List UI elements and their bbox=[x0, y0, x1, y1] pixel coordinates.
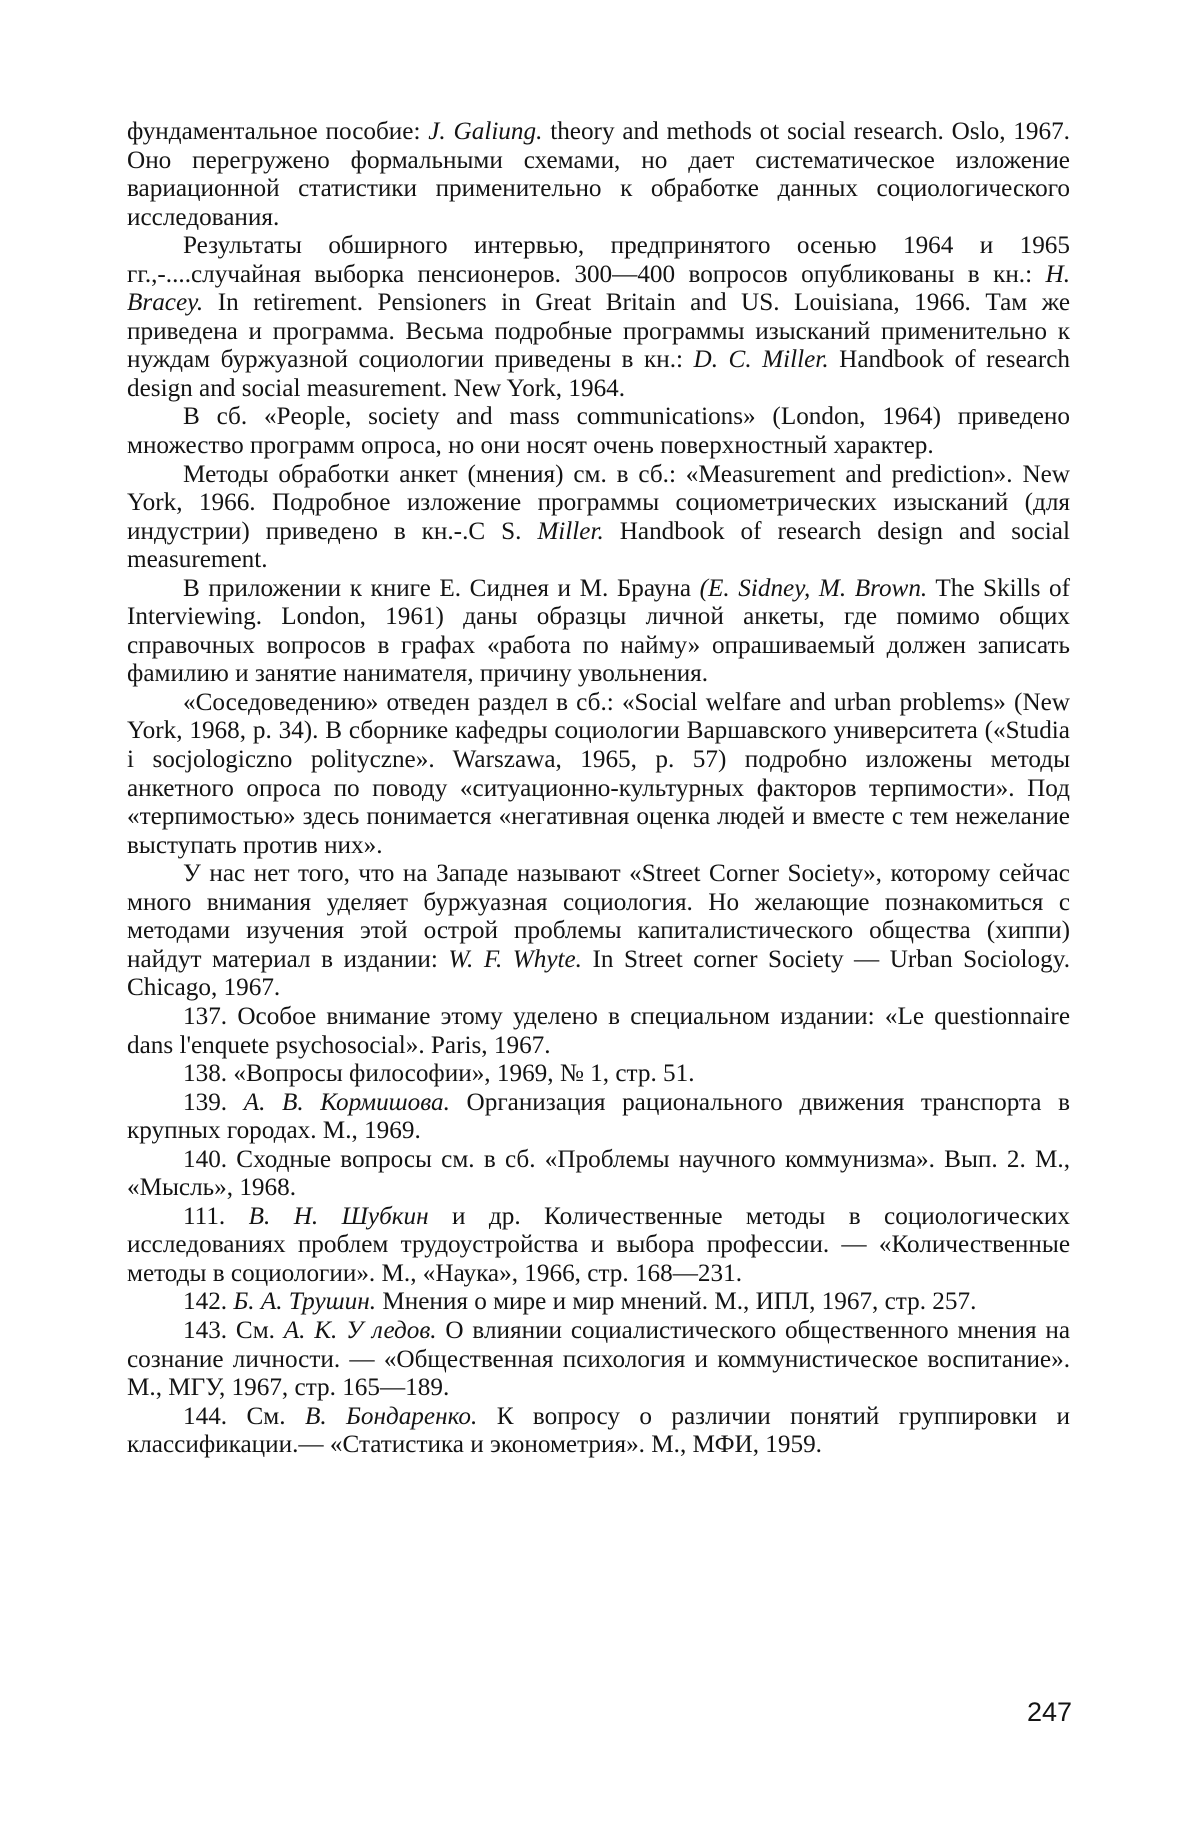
italic-author-name: А. К. У ледов. bbox=[283, 1316, 437, 1344]
text-segment: Handbook of research design and social measurement. New York, 1964. bbox=[127, 346, 1071, 402]
text-segment: The Skills of Interviewing. London, 1961) даны образцы личной анкеты, где помимо общих справочных вопросов в графах «работа по найму» опрашиваемый должен записать фамилию и занятие нанимателя, причину увольнения. bbox=[127, 574, 1070, 688]
footnote-paragraph bbox=[127, 1060, 1070, 1089]
footnote-paragraph bbox=[127, 1203, 1070, 1289]
italic-author-name: В. Бондаренко. bbox=[304, 1402, 478, 1430]
italic-author-name: В. Н. Шубкин bbox=[248, 1202, 429, 1230]
text-segment: Handbook of research design and social measurement. bbox=[127, 517, 1070, 574]
italic-author-name: Б. А. Трушин. bbox=[233, 1288, 377, 1316]
text-segment: Организация рационального движения транспорта в крупных городах. М., 1969. bbox=[127, 1088, 1070, 1145]
text-segment: Методы обработки анкет (мнения) см. в сб.: «Measurement and prediction». New York, 1966. Подробное изложение программы социометрических изысканий (для индустрии) приведено в кн.-.С S. bbox=[127, 460, 1070, 545]
text-segment: У нас нет того, что на Западе называют «Street Corner Society», которому сейчас много внимания уделяет буржуазная социология. Но желающие познакомиться с методами изучения этой острой проблемы капиталистического общества (хиппи) найдут материал в издании: bbox=[127, 860, 1070, 973]
footnote-paragraph bbox=[127, 118, 1070, 232]
footnote-paragraph bbox=[127, 1089, 1070, 1146]
text-segment: К вопросу о различии понятий группировки и классификации.— «Статистика и эконометрия». М., МФИ, 1959. bbox=[127, 1402, 1070, 1459]
text-segment: В приложении к книге Е. Сиднея и М. Брауна bbox=[183, 574, 700, 602]
footnote-paragraph bbox=[127, 1146, 1070, 1203]
text-segment: 143. См. bbox=[183, 1316, 284, 1344]
italic-author-name: W. F. Whyte. bbox=[448, 945, 582, 973]
italic-author-name: Miller. bbox=[537, 517, 604, 545]
text-segment: 139. bbox=[183, 1088, 244, 1116]
footnote-paragraph bbox=[127, 1317, 1070, 1403]
footnote-paragraph bbox=[127, 689, 1070, 860]
text-segment: фундаментальное пособие: bbox=[127, 118, 429, 145]
footnote-paragraph bbox=[127, 1403, 1070, 1460]
italic-author-name: J. Galiung. bbox=[428, 118, 543, 145]
footnote-paragraph bbox=[127, 232, 1070, 403]
text-segment: 144. См. bbox=[183, 1402, 305, 1430]
text-segment: 111. bbox=[183, 1202, 249, 1230]
page-number: 247 bbox=[1026, 1697, 1072, 1727]
text-segment: 137. Особое внимание этому уделено в специальном издании: «Le questionnaire dans l'enquete psychosocial». Paris, 1967. bbox=[127, 1002, 1070, 1059]
text-segment: Результаты обширного интервью, предпринятого осенью 1964 и 1965 гг.,-....случайная выборка пенсионеров. 300—400 вопросов опубликованы в кн.: bbox=[127, 232, 1070, 288]
footnote-paragraph bbox=[127, 403, 1070, 460]
italic-author-name: D. С. Miller. bbox=[693, 346, 829, 374]
text-segment: In Street corner Society — Urban Sociology. Chicago, 1967. bbox=[127, 945, 1070, 1002]
footnote-paragraph bbox=[127, 1003, 1070, 1060]
text-segment: Мнения о мире и мир мнений. М., ИПЛ, 1967, стр. 257. bbox=[376, 1288, 977, 1316]
footnote-paragraph bbox=[127, 860, 1070, 1003]
text-segment: 140. Сходные вопросы см. в сб. «Проблемы научного коммунизма». Вып. 2. М., «Мысль», 1968. bbox=[127, 1145, 1070, 1202]
footnote-paragraph bbox=[127, 461, 1070, 575]
italic-author-name: А. В. Кормишова. bbox=[243, 1088, 450, 1116]
body-text bbox=[127, 118, 1070, 1460]
italic-author-name: H. Bracey. bbox=[127, 260, 1070, 317]
text-segment: «Соседоведению» отведен раздел в сб.: «Social welfare and urban problems» (New York, 1968, p. 34). В сборнике кафедры социологии Варшавского университета («Studia i socjologiczno polityczne». Warszawa, 1965, p. 57) подробно изложены методы анкетного опроса по поводу «ситуационно-культурных факторов терпимости». Под «терпимостью» здесь понимается «негативная оценка людей и вместе с тем нежелание выступать против них». bbox=[127, 688, 1070, 859]
text-segment: 142. bbox=[183, 1288, 234, 1316]
italic-author-name: (E. Sidney, M. Brown. bbox=[699, 574, 928, 602]
text-segment: 138. «Вопросы философии», 1969, № 1, стр. 51. bbox=[183, 1060, 695, 1088]
footnote-paragraph bbox=[127, 575, 1070, 689]
text-segment: In retirement. Pensioners in Great Britain and US. Louisiana, 1966. Там же приведена и программа. Весьма подробные программы изысканий применительно к нуждам буржуазной социологии приведены в кн.: bbox=[127, 289, 1070, 374]
text-segment: theory and methods ot social research. Oslo, 1967. Оно перегружено формальными схемами, но дает систематическое изложение вариационной статистики применительно к обработке данных социологического исследования. bbox=[127, 118, 1070, 231]
text-segment: О влиянии социалистического общественного мнения на сознание личности. — «Общественная психология и коммунистическое воспитание». М., МГУ, 1967, стр. 165—189. bbox=[127, 1316, 1070, 1402]
text-segment: и др. Количественные методы в социологических исследованиях проблем трудоустройства и выбора профессии. — «Количественные методы в социологии». М., «Наука», 1966, стр. 168—231. bbox=[127, 1202, 1070, 1287]
footnote-paragraph bbox=[127, 1288, 1070, 1317]
text-segment: В сб. «People, society and mass communications» (London, 1964) приведено множество программ опроса, но они носят очень поверхностный характер. bbox=[127, 403, 1070, 460]
